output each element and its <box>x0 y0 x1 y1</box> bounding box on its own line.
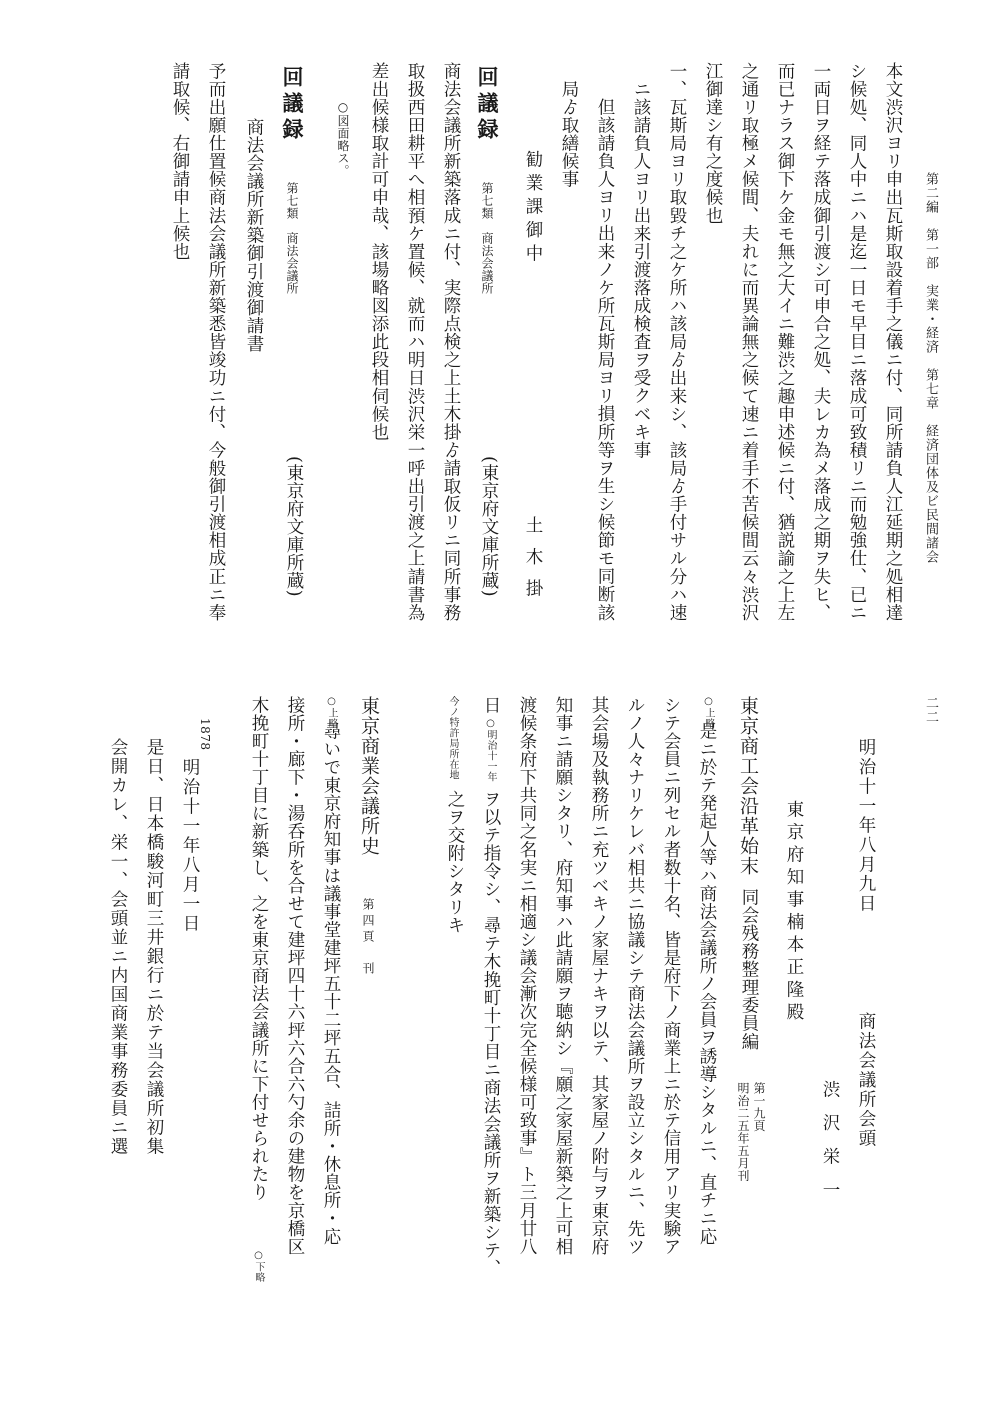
source-date: 明治二五年五月刊 <box>736 1082 750 1182</box>
omission-note: ○下略 <box>253 1250 264 1283</box>
text-line: 請取候、右御請申上候也 <box>170 62 190 261</box>
text-line: 一、瓦斯局ヨリ取毀チ之ケ所ハ該局ゟ出来シ、該局ゟ手付サル分ハ速 <box>667 62 687 622</box>
text-line: 商法会議所新築落成ニ付、実際点検之上土木掛ゟ請取仮リニ同所事務 <box>441 62 461 622</box>
inline-note: 今ノ特許局所在地 <box>447 696 458 780</box>
recipient: 東京府知事楠本正隆殿 <box>784 800 804 1025</box>
text-line: 尋いで東京府知事は議事堂建坪五十二坪五合、詰所・休息所・応 <box>321 722 341 1246</box>
sender-title: 商法会議所会頭 <box>856 1012 876 1149</box>
text-line: ヲ以テ指令シ、尋テ木挽町十丁目ニ商法会議所ヲ新築シテ、 <box>481 790 501 1278</box>
text-line: 知事ニ請願シタリ、府知事ハ此請願ヲ聴納シ『願之家屋新築之上可相 <box>553 696 573 1256</box>
text-line: 局ゟ取繕候事 <box>559 80 579 189</box>
source-editor: 同会残務整理委員編 <box>739 888 759 1051</box>
text-line: 但該請負人ヨリ出来ノケ所瓦斯局ヨリ損所等ヲ生シ候節モ同断該 <box>595 98 615 622</box>
entry-date: 明治十一年八月一日 <box>180 758 200 934</box>
text-line: 之通リ取極メ候間、夫れに而異論無之候て速ニ着手不苦候間云々渋沢 <box>739 62 759 622</box>
text-line: 渡候条府下共同之名実ニ相適シ議会漸次完全候様可致事』ト三月廿八 <box>517 696 537 1256</box>
source-note: (東京府文庫所蔵) <box>284 456 304 598</box>
section-category: 第七類 商法会議所 <box>285 182 299 295</box>
text-line: ルノ人々ナリケレバ相共ニ協議シテ商法会議所ヲ設立シタルニ、先ツ <box>625 696 645 1256</box>
document-heading: 商法会議所新築御引渡御請書 <box>244 118 264 353</box>
text-line: ニ該請負人ヨリ出来引渡落成検査ヲ受クベキ事 <box>631 80 651 460</box>
omission-note: ○図面略ス。 <box>336 100 350 177</box>
text-line: 接所・廊下・湯呑所を合せて建坪四十六坪六合六勺余の建物を京橋区 <box>285 696 305 1256</box>
text-line: 之ヲ交附シタリキ <box>445 790 465 935</box>
text-line: 会開カレ、栄一、会頭並ニ内国商業事務委員ニ選 <box>108 738 128 1156</box>
text-line: 其会場及執務所ニ充ツベキノ家屋ナキヲ以テ、其家屋ノ附与ヲ東京府 <box>589 696 609 1256</box>
inline-note: ○明治十一年 <box>485 718 496 782</box>
omission-note: ○上略 <box>703 696 714 729</box>
sender-section: 土木掛 <box>523 516 543 611</box>
document-date: 明治十一年八月九日 <box>856 738 876 914</box>
source-title: 東京商業会議所史 <box>358 696 380 856</box>
text-line: 木挽町十丁目に新築し、之を東京商法会議所に下付せられたり <box>249 696 269 1202</box>
text-line: シ候処、同人中ニハ是迄一日モ早目ニ落成可致積リニ而勉強仕、已ニ <box>847 62 867 622</box>
western-year: 1878 <box>198 718 212 751</box>
source-pages: 第四頁 刊 <box>361 898 375 978</box>
text-line: シテ会員ニ列セル者数十名、皆是府下ノ商業上ニ於テ信用アリ実験ア <box>661 696 681 1256</box>
text-line: 而已ナラス御下ケ金モ無之大イニ難渋之趣申述候ニ付、猶説諭之上左 <box>775 62 795 622</box>
source-title: 東京商工会沿革始末 <box>737 696 759 876</box>
text-line-prefix: 日 <box>481 696 501 715</box>
running-header: 第二編 第一部 実業・経済 第七章 経済団体及ビ民間諸会 <box>923 172 938 564</box>
text-line: 江御達シ有之度候也 <box>703 62 723 225</box>
sender-name: 渋沢栄一 <box>820 1080 840 1214</box>
text-line: 差出候様取計可申哉、該場略図添此段相伺候也 <box>369 62 389 442</box>
text-line: 取扱西田耕平へ相預ケ置候、就而ハ明日渋沢栄一呼出引渡之上請書為 <box>405 62 425 622</box>
text-line: 是日、日本橋駿河町三井銀行ニ於テ当会議所初集 <box>144 738 164 1156</box>
text-line: 本文渋沢ヨリ申出瓦斯取設着手之儀ニ付、同所請負人江延期之処相達 <box>883 62 903 622</box>
section-title: 回議録 <box>475 66 500 144</box>
text-line: 是ニ於テ発起人等ハ商法会議所ノ会員ヲ誘導シタルニ、直チニ応 <box>697 722 717 1246</box>
source-note: (東京府文庫所蔵) <box>479 456 499 598</box>
page-number: 二二 <box>923 696 938 724</box>
text-line: 一両日ヲ経テ落成御引渡シ可申合之処、夫レカ為メ落成之期ヲ失ヒ、 <box>811 62 831 622</box>
text-line: 予而出願仕置候商法会議所新築悉皆竣功ニ付、今般御引渡相成正ニ奉 <box>206 62 226 622</box>
section-title: 回議録 <box>280 66 305 144</box>
source-pages: 第一九頁 <box>752 1082 766 1132</box>
section-category: 第七類 商法会議所 <box>480 182 494 295</box>
omission-note: ○上略 <box>326 696 337 729</box>
addressee: 勧業課御中 <box>523 150 543 268</box>
